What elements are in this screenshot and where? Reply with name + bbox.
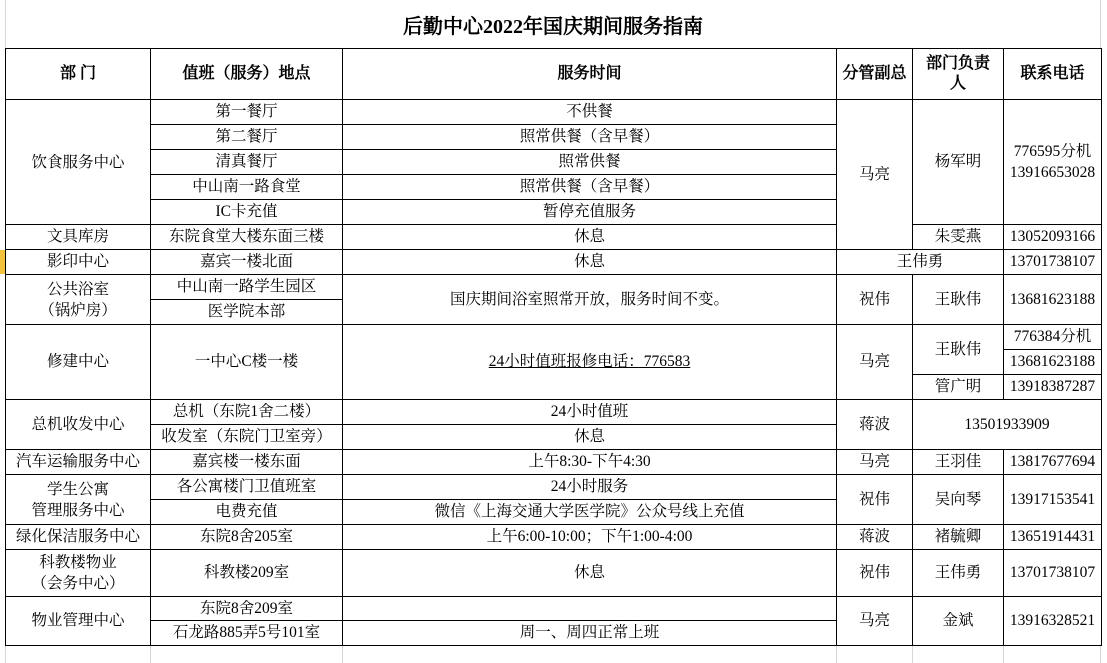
phone-number: 13916653028 — [1009, 164, 1096, 181]
deputy-cell: 祝伟 — [837, 275, 913, 325]
service-time-cell: 周一、周四正常上班 — [343, 621, 837, 646]
phone-cell: 13817677694 — [1004, 450, 1102, 475]
header-head — [913, 49, 1004, 100]
deputy-cell: 马亮 — [837, 450, 913, 475]
phone-cell: 13681623188 — [1004, 350, 1102, 375]
deputy-cell: 马亮 — [837, 325, 913, 400]
phone-cell: 13916328521 — [1004, 597, 1102, 646]
location-cell: 东院8舍205室 — [151, 525, 343, 550]
empty-grid-cell — [1004, 646, 1101, 663]
empty-grid-cell — [6, 646, 151, 663]
service-time-cell: 24小时值班 — [343, 400, 837, 425]
head-cell: 王伟勇 — [913, 550, 1004, 597]
phone-extension: 776595分机 — [1013, 143, 1092, 160]
head-cell: 王耿伟 — [913, 325, 1004, 375]
head-cell: 王耿伟 — [913, 275, 1004, 325]
department-name: 学生公寓 管理服务中心 — [6, 475, 151, 525]
page-title: 后勤中心2022年国庆期间服务指南 — [5, 0, 1101, 48]
service-time-cell: 休息 — [343, 225, 837, 250]
location-cell: 第二餐厅 — [151, 125, 343, 150]
head-cell: 朱雯燕 — [913, 225, 1004, 250]
department-name: 总机收发中心 — [6, 400, 151, 450]
location-cell: 石龙路885弄5号101室 — [151, 621, 343, 646]
department-name: 绿化保洁服务中心 — [6, 525, 151, 550]
location-cell: 嘉宾楼一楼东面 — [151, 450, 343, 475]
head-cell: 褚毓卿 — [913, 525, 1004, 550]
table-row — [6, 275, 1102, 300]
service-time-cell: 上午8:30-下午4:30 — [343, 450, 837, 475]
service-time-cell: 照常供餐（含早餐） — [343, 125, 837, 150]
service-guide-table — [5, 48, 1102, 646]
location-cell: 收发室（东院门卫室旁） — [151, 425, 343, 450]
location-cell: 一中心C楼一楼 — [151, 325, 343, 400]
location-cell: 电费充值 — [151, 500, 343, 525]
phone-cell — [1004, 100, 1102, 225]
location-cell: 各公寓楼门卫值班室 — [151, 475, 343, 500]
deputy-cell: 祝伟 — [837, 550, 913, 597]
head-cell: 金斌 — [913, 597, 1004, 646]
phone-cell: 776384分机 — [1004, 325, 1102, 350]
service-time-cell: 上午6:00-10:00；下午1:00-4:00 — [343, 525, 837, 550]
empty-grid-cell — [151, 646, 343, 663]
table-row — [6, 525, 1102, 550]
phone-cell: 13917153541 — [1004, 475, 1102, 525]
service-time-cell: 休息 — [343, 250, 837, 275]
service-time-cell: 不供餐 — [343, 100, 837, 125]
empty-grid-row — [5, 646, 1101, 663]
location-cell: 东院食堂大楼东面三楼 — [151, 225, 343, 250]
location-cell: 第一餐厅 — [151, 100, 343, 125]
department-name: 修建中心 — [6, 325, 151, 400]
header-row — [6, 49, 1102, 100]
table-row — [6, 325, 1102, 350]
head-cell: 管广明 — [913, 375, 1004, 400]
service-time-cell — [343, 597, 837, 621]
table-row — [6, 450, 1102, 475]
phone-cell: 13701738107 — [1004, 250, 1102, 275]
head-cell: 吴向琴 — [913, 475, 1004, 525]
department-name: 影印中心 — [6, 250, 151, 275]
service-time-cell: 照常供餐 — [343, 150, 837, 175]
location-cell: 中山南一路学生园区 — [151, 275, 343, 300]
phone-cell: 13052093166 — [1004, 225, 1102, 250]
location-cell: 清真餐厅 — [151, 150, 343, 175]
department-name: 饮食服务中心 — [6, 100, 151, 225]
location-cell: 嘉宾一楼北面 — [151, 250, 343, 275]
phone-cell: 13681623188 — [1004, 275, 1102, 325]
phone-cell: 13701738107 — [1004, 550, 1102, 597]
table-row — [6, 100, 1102, 125]
service-time-cell — [343, 325, 837, 400]
location-cell: IC卡充值 — [151, 200, 343, 225]
table-row — [6, 400, 1102, 425]
service-time-cell: 休息 — [343, 425, 837, 450]
head-cell: 杨军明 — [913, 100, 1004, 225]
department-name: 文具库房 — [6, 225, 151, 250]
location-cell: 科教楼209室 — [151, 550, 343, 597]
service-time-cell: 微信《上海交通大学医学院》公众号线上充值 — [343, 500, 837, 525]
header-location: 值班（服务）地点 — [151, 49, 343, 100]
empty-grid-cell — [837, 646, 913, 663]
location-cell: 总机（东院1舍二楼） — [151, 400, 343, 425]
deputy-cell: 马亮 — [837, 597, 913, 646]
header-phone: 联系电话 — [1004, 49, 1102, 100]
service-time-cell: 24小时服务 — [343, 475, 837, 500]
department-name: 科教楼物业 （会务中心） — [6, 550, 151, 597]
service-time-cell: 照常供餐（含早餐） — [343, 175, 837, 200]
table-row — [6, 225, 1102, 250]
department-name: 物业管理中心 — [6, 597, 151, 646]
deputy-cell: 马亮 — [837, 100, 913, 250]
repair-hotline-link[interactable]: 24小时值班报修电话：776583 — [488, 353, 691, 370]
empty-grid-cell — [913, 646, 1004, 663]
phone-cell: 13651914431 — [1004, 525, 1102, 550]
deputy-cell: 蒋波 — [837, 400, 913, 450]
empty-grid-cell — [343, 646, 837, 663]
location-cell: 中山南一路食堂 — [151, 175, 343, 200]
header-head-label: 部门负责人 — [925, 55, 990, 92]
header-department: 部 门 — [6, 49, 151, 100]
header-service-time: 服务时间 — [343, 49, 837, 100]
service-time-cell: 休息 — [343, 550, 837, 597]
service-time-cell: 暂停充值服务 — [343, 200, 837, 225]
location-cell: 东院8舍209室 — [151, 597, 343, 621]
deputy-cell: 蒋波 — [837, 525, 913, 550]
table-row — [6, 597, 1102, 621]
phone-cell: 13501933909 — [913, 400, 1102, 450]
head-cell: 王羽佳 — [913, 450, 1004, 475]
table-row — [6, 250, 1102, 275]
deputy-head-cell: 王伟勇 — [837, 250, 1004, 275]
table-row — [6, 475, 1102, 500]
service-time-cell: 国庆期间浴室照常开放，服务时间不变。 — [343, 275, 837, 325]
deputy-cell: 祝伟 — [837, 475, 913, 525]
table-row — [6, 550, 1102, 597]
location-cell: 医学院本部 — [151, 300, 343, 325]
phone-cell: 13918387287 — [1004, 375, 1102, 400]
department-name: 公共浴室 （锅炉房） — [6, 275, 151, 325]
header-deputy: 分管副总 — [837, 49, 913, 100]
department-name: 汽车运输服务中心 — [6, 450, 151, 475]
